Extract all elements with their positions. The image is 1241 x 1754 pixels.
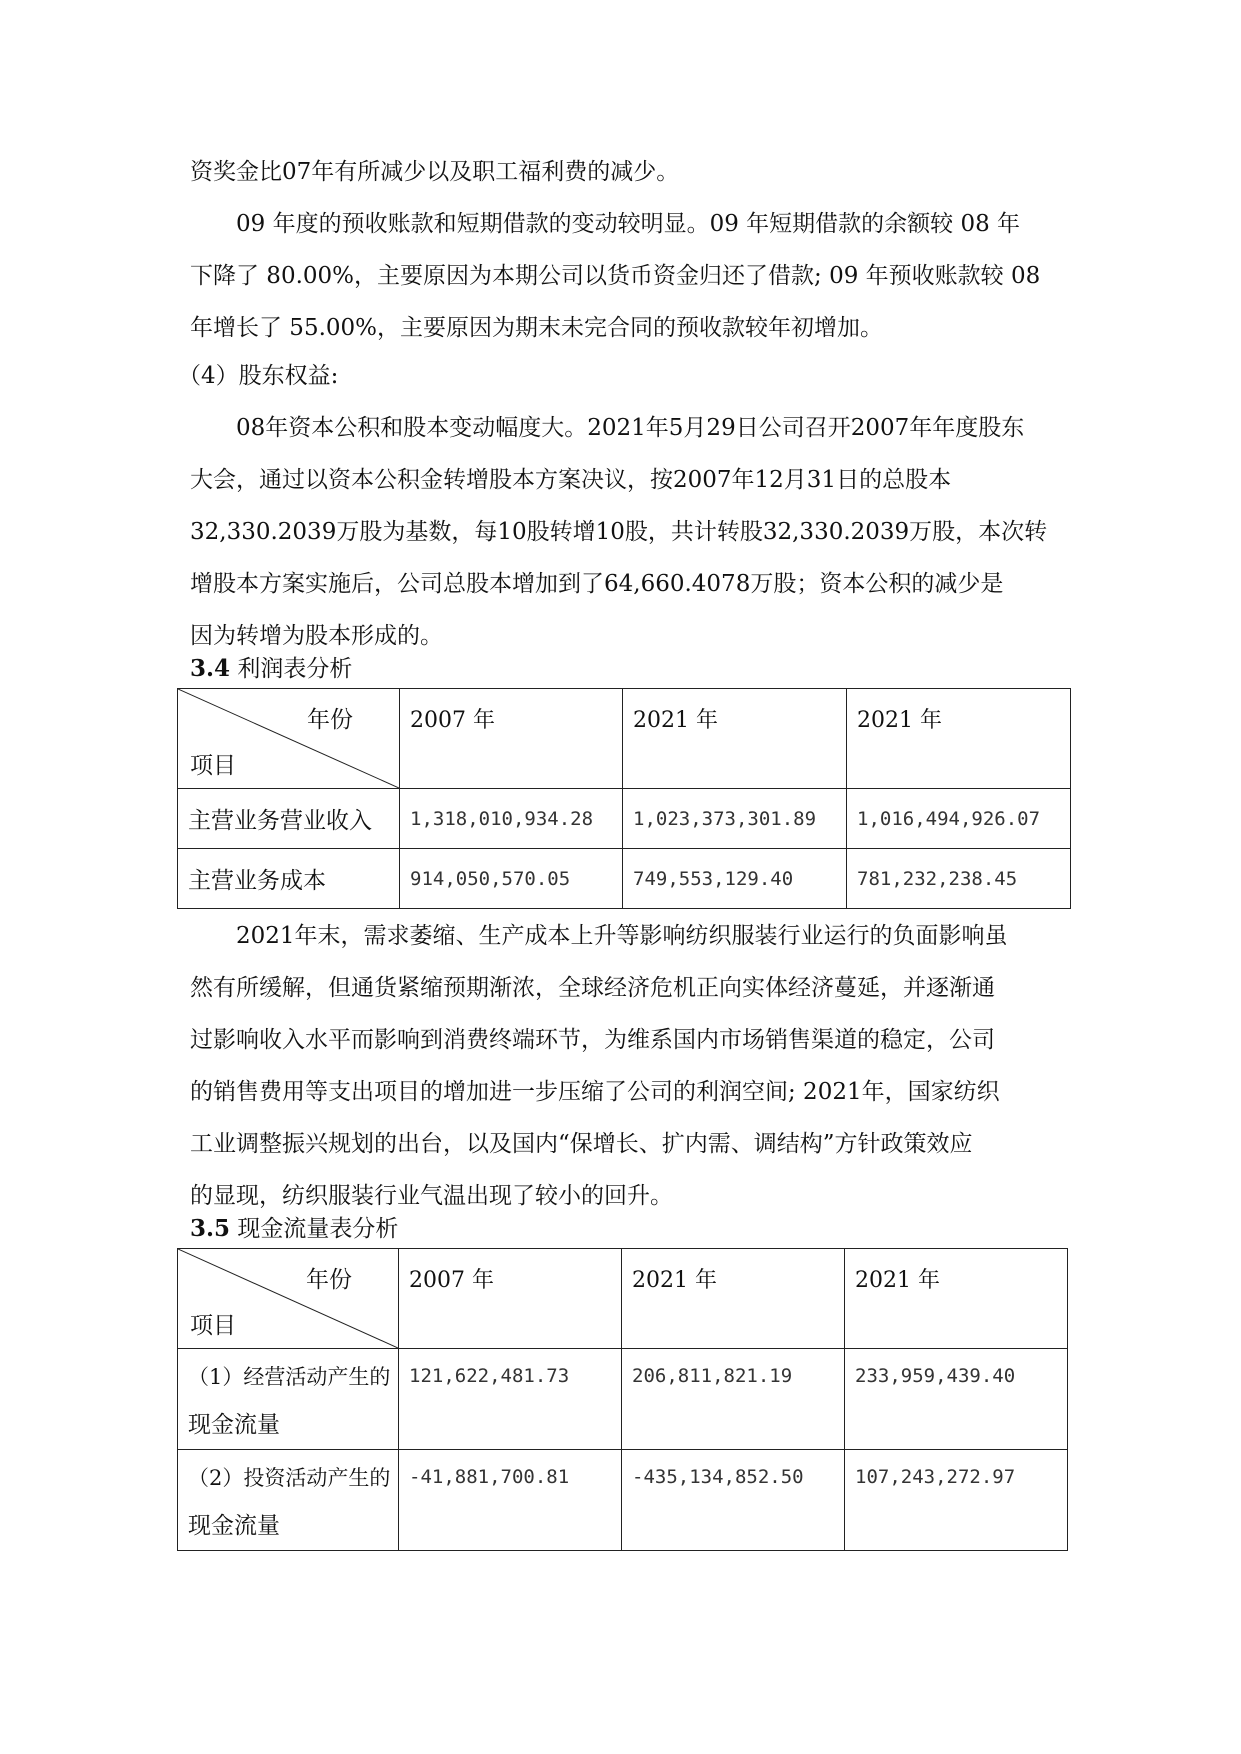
text-line: 因为转增为股本形成的。 <box>190 623 443 649</box>
table-row <box>178 849 1071 909</box>
row-label <box>178 1450 399 1551</box>
text-line: 年增长了 55.00%，主要原因为期末未完合同的预收款较年初增加。 <box>190 315 884 341</box>
text-line: 过影响收入水平而影响到消费终端环节，为维系国内市场销售渠道的稳定，公司 <box>190 1027 995 1053</box>
text-line: 大会，通过以资本公积金转增股本方案决议，按2007年12月31日的总股本 <box>190 467 952 493</box>
table-cell: 914,050,570.05 <box>400 849 623 909</box>
column-header: 2021 年 <box>845 1249 1068 1349</box>
table-cell: 1,016,494,926.07 <box>847 789 1071 849</box>
paragraph-wage-bonus <box>190 146 1070 198</box>
row-label <box>178 1349 399 1450</box>
text-line: （4）股东权益: <box>178 363 339 389</box>
corner-header-cell <box>178 689 400 789</box>
table-cell: 1,318,010,934.28 <box>400 789 623 849</box>
corner-header-cell <box>178 1249 399 1349</box>
section-title: 现金流量表分析 <box>237 1216 399 1242</box>
row-label-line: （1）经营活动产生的 <box>188 1365 391 1389</box>
table-cell: 781,232,238.45 <box>847 849 1071 909</box>
text-line: 09 年度的预收账款和短期借款的变动较明显。09 年短期借款的余额较 08 年 <box>236 211 1021 237</box>
text-line: 下降了 80.00%，主要原因为本期公司以货币资金归还了借款; 09 年预收账款较 08 <box>190 263 1041 289</box>
table-cell: 107,243,272.97 <box>845 1450 1068 1551</box>
column-header: 2021 年 <box>622 1249 845 1349</box>
table-cell: 1,023,373,301.89 <box>623 789 847 849</box>
table-cell: 749,553,129.40 <box>623 849 847 909</box>
section-number: 3.4 <box>190 655 231 682</box>
text-line: 32,330.2039万股为基数，每10股转增10股，共计转股32,330.2039万股，本次转 <box>190 519 1048 545</box>
table-row <box>178 1349 1068 1450</box>
paragraph-market-analysis <box>190 910 1070 1222</box>
section-title: 利润表分析 <box>237 656 353 682</box>
column-header: 2007 年 <box>400 689 623 789</box>
income-statement-table <box>177 688 1071 909</box>
table-row <box>178 789 1071 849</box>
cash-flow-table <box>177 1248 1068 1551</box>
table-header-row <box>178 689 1071 789</box>
text-line: 工业调整振兴规划的出台，以及国内“保增长、扩内需、调结构”方针政策效应 <box>190 1131 973 1157</box>
row-label: 主营业务营业收入 <box>178 789 400 849</box>
table-cell: 233,959,439.40 <box>845 1349 1068 1450</box>
section-heading-cash-flow <box>190 1210 398 1243</box>
corner-year-label: 年份 <box>307 707 353 733</box>
table-cell: 206,811,821.19 <box>622 1349 845 1450</box>
corner-year-label: 年份 <box>306 1267 352 1293</box>
table-cell: -435,134,852.50 <box>622 1450 845 1551</box>
table-cell: -41,881,700.81 <box>399 1450 622 1551</box>
text-line: 然有所缓解，但通货紧缩预期渐浓，全球经济危机正向实体经济蔓延，并逐渐通 <box>190 975 995 1001</box>
row-label-line: 现金流量 <box>188 1513 280 1539</box>
text-line: 资奖金比07年有所减少以及职工福利费的减少。 <box>190 159 680 185</box>
row-label-line: 现金流量 <box>188 1412 280 1438</box>
paragraph-prepayments-loans <box>190 198 1070 354</box>
text-line: 2021年末，需求萎缩、生产成本上升等影响纺织服装行业运行的负面影响虽 <box>236 923 1008 949</box>
text-line: 增股本方案实施后，公司总股本增加到了64,660.4078万股；资本公积的减少是 <box>190 571 1004 597</box>
section-heading-income-statement <box>190 650 352 683</box>
table-cell: 121,622,481.73 <box>399 1349 622 1450</box>
paragraph-equity-heading <box>178 350 1058 402</box>
corner-item-label: 项目 <box>190 1313 236 1339</box>
paragraph-equity-changes <box>190 402 1070 662</box>
table-row <box>178 1450 1068 1551</box>
text-line: 的销售费用等支出项目的增加进一步压缩了公司的利润空间; 2021年，国家纺织 <box>190 1079 1000 1105</box>
table-header-row <box>178 1249 1068 1349</box>
column-header: 2007 年 <box>399 1249 622 1349</box>
corner-item-label: 项目 <box>190 753 236 779</box>
section-number: 3.5 <box>190 1215 231 1242</box>
column-header: 2021 年 <box>847 689 1071 789</box>
text-line: 的显现，纺织服装行业气温出现了较小的回升。 <box>190 1183 673 1209</box>
column-header: 2021 年 <box>623 689 847 789</box>
row-label-line: （2）投资活动产生的 <box>188 1466 391 1490</box>
row-label: 主营业务成本 <box>178 849 400 909</box>
text-line: 08年资本公积和股本变动幅度大。2021年5月29日公司召开2007年年度股东 <box>236 415 1025 441</box>
